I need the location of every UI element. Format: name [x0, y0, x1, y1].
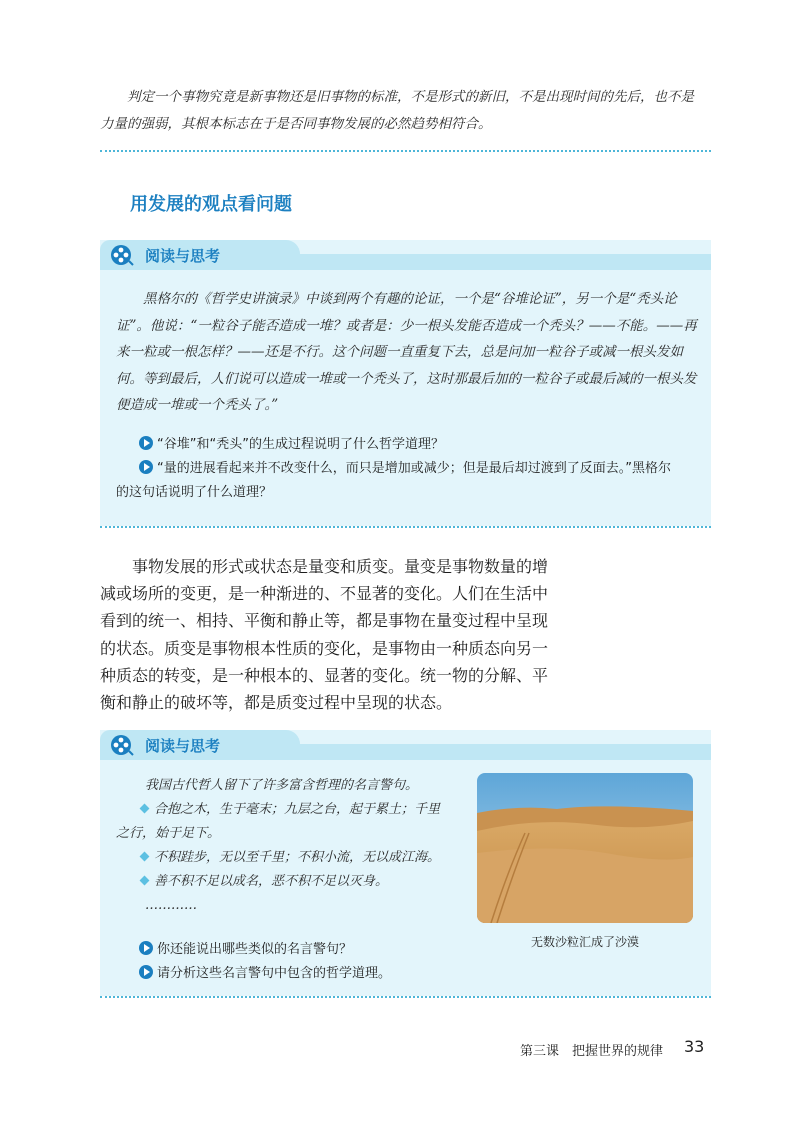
sayings-intro: [116, 774, 461, 798]
play-bullet-icon: [139, 436, 153, 450]
play-bullet-icon: [139, 941, 153, 955]
saying-text: 不积跬步，无以至千里；不积小流，无以成江海。: [154, 850, 441, 865]
ellipsis-text: …………: [145, 898, 197, 913]
sayings-intro-text: 我国古代哲人留下了许多富含哲理的名言警句。: [145, 778, 419, 793]
play-bullet-icon: [139, 460, 153, 474]
saying-continuation: 之行，始于足下。: [116, 826, 221, 841]
question-item: [116, 433, 706, 457]
sayings-list: [116, 774, 461, 918]
divider: [100, 526, 711, 528]
desert-illustration: [477, 773, 693, 923]
quote-paragraph: 黑格尔的《哲学史讲演录》中谈到两个有趣的论证，一个是“谷堆论证”，另一个是“秃头论证”。他说：“一粒谷子能否造成一堆？或者是：少一根头发能否造成一个秃头？——不能。——再来一粒或一根怎样？——还是不行。这个问题一直重复下去，总是问加一粒谷子或减一根头发如何。等到最后，人们说可以造成一堆或一个秃头了，这时那最后加的一粒谷子或最后减的一根头发便造成一堆或一个秃头了。”: [116, 291, 697, 413]
diamond-bullet-icon: [140, 876, 150, 886]
hegel-quote: [116, 286, 701, 419]
film-reel-icon: [108, 243, 134, 267]
diamond-bullet-icon: [140, 852, 150, 862]
intro-paragraph: 判定一个事物究竟是新事物还是旧事物的标准，不是形式的新旧，不是出现时间的先后，也不是力量的强弱，其根本标志在于是否同事物发展的必然趋势相符合。: [100, 89, 694, 132]
saying-item: [116, 846, 461, 870]
body-text: 事物发展的形式或状态是量变和质变。量变是事物数量的增减或场所的变更，是一种渐进的、不显著的变化。人们在生活中看到的统一、相持、平衡和静止等，都是事物在量变过程中呈现的状态。质变是事物根本性质的变化，是事物由一种质态向另一种质态的转变，是一种根本的、显著的变化。统一物的分解、平衡和静止的破坏等，都是质变过程中呈现的状态。: [100, 557, 549, 713]
saying-item: [116, 798, 461, 822]
saying-text: 合抱之木，生于毫末；九层之台，起于累土；千里: [154, 802, 441, 817]
question-item: [116, 938, 706, 962]
divider: [100, 996, 711, 998]
question-list: [116, 433, 706, 505]
question-text: “谷堆”和“秃头”的生成过程说明了什么哲学道理？: [157, 437, 444, 452]
reading-box-1: [100, 240, 711, 526]
question-list: [116, 938, 706, 986]
reading-box-2: [100, 730, 711, 996]
question-text: “量的进展看起来并不改变什么，而只是增加或减少；但是最后却过渡到了反面去。”黑格尔: [157, 461, 671, 476]
desert-photo: [477, 773, 693, 923]
page-number: 33: [684, 1037, 705, 1056]
question-continuation: 的这句话说明了什么道理？: [116, 485, 273, 500]
saying-text: 善不积不足以成名，恶不积不足以灭身。: [154, 874, 389, 889]
photo-caption: 无数沙粒汇成了沙漠: [530, 935, 639, 949]
play-bullet-icon: [139, 965, 153, 979]
diamond-bullet-icon: [140, 804, 150, 814]
question-text: 请分析这些名言警句中包含的哲学道理。: [157, 966, 392, 981]
film-reel-icon: [108, 733, 134, 757]
box-header-title: 阅读与思考: [145, 737, 221, 755]
question-item: [116, 962, 706, 986]
divider: [100, 150, 711, 152]
body-paragraph: [100, 553, 555, 716]
box-header-title: 阅读与思考: [145, 247, 221, 265]
saying-item: [116, 870, 461, 894]
question-text: 你还能说出哪些类似的名言警句？: [157, 942, 353, 957]
footer-chapter-title: 第三课 把握世界的规律: [520, 1044, 664, 1059]
section-title: 用发展的观点看问题: [130, 194, 292, 215]
ellipsis: [116, 894, 461, 918]
question-item: [116, 457, 706, 481]
